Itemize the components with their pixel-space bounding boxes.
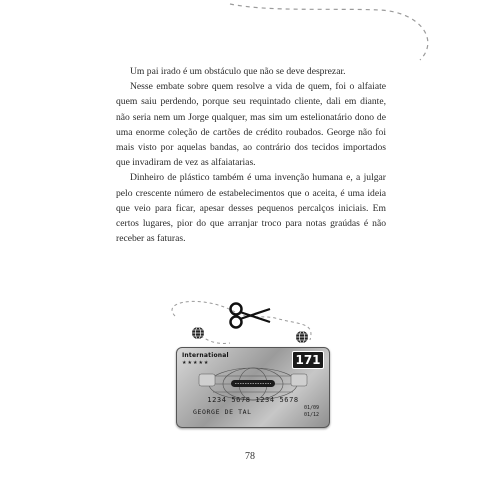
globe-icon — [295, 330, 309, 344]
body-text — [116, 64, 386, 246]
card-holder-name: GEORGE DE TAL — [193, 408, 252, 416]
paragraph: Um pai irado é um obstáculo que não se deve desprezar. — [130, 66, 346, 77]
card-stars: ★★★★★ — [182, 361, 210, 366]
card-dates — [304, 405, 319, 418]
paragraph: Nesse embate sobre quem resolve a vida de quem, foi o alfaiate quem saiu perdendo, porque seu requintado cliente, dali em diante, não seria nem um Jorge qualquer, mas sim um estelionatário dono de uma enorme coleção de cartões de crédito roubados. George não foi mais visto por aquelas bandas, ao contrário dos tecidos importados que invadiram de vez as alfaiatarias. — [116, 81, 386, 169]
credit-card-illustration — [176, 347, 330, 428]
paragraph: Dinheiro de plástico também é uma invenção humana e, a julgar pelo crescente número de estabelecimentos que o aceita, é uma ideia que veio para ficar, apesar desses pequenos percalços iniciais. Em certos lugares, pior do que arranjar troco para notas graúdas é não receber as faturas. — [116, 172, 386, 245]
card-brand: International — [182, 352, 229, 359]
card-valid-from: 01/09 — [303, 405, 319, 411]
scissors-icon — [228, 300, 272, 330]
globe-icon — [191, 326, 205, 340]
card-number: 1234 5678 1234 5678 — [207, 396, 299, 404]
page-number: 78 — [245, 451, 255, 462]
card-valid-until: 01/12 — [303, 411, 319, 418]
card-logo: 171 — [292, 351, 324, 369]
